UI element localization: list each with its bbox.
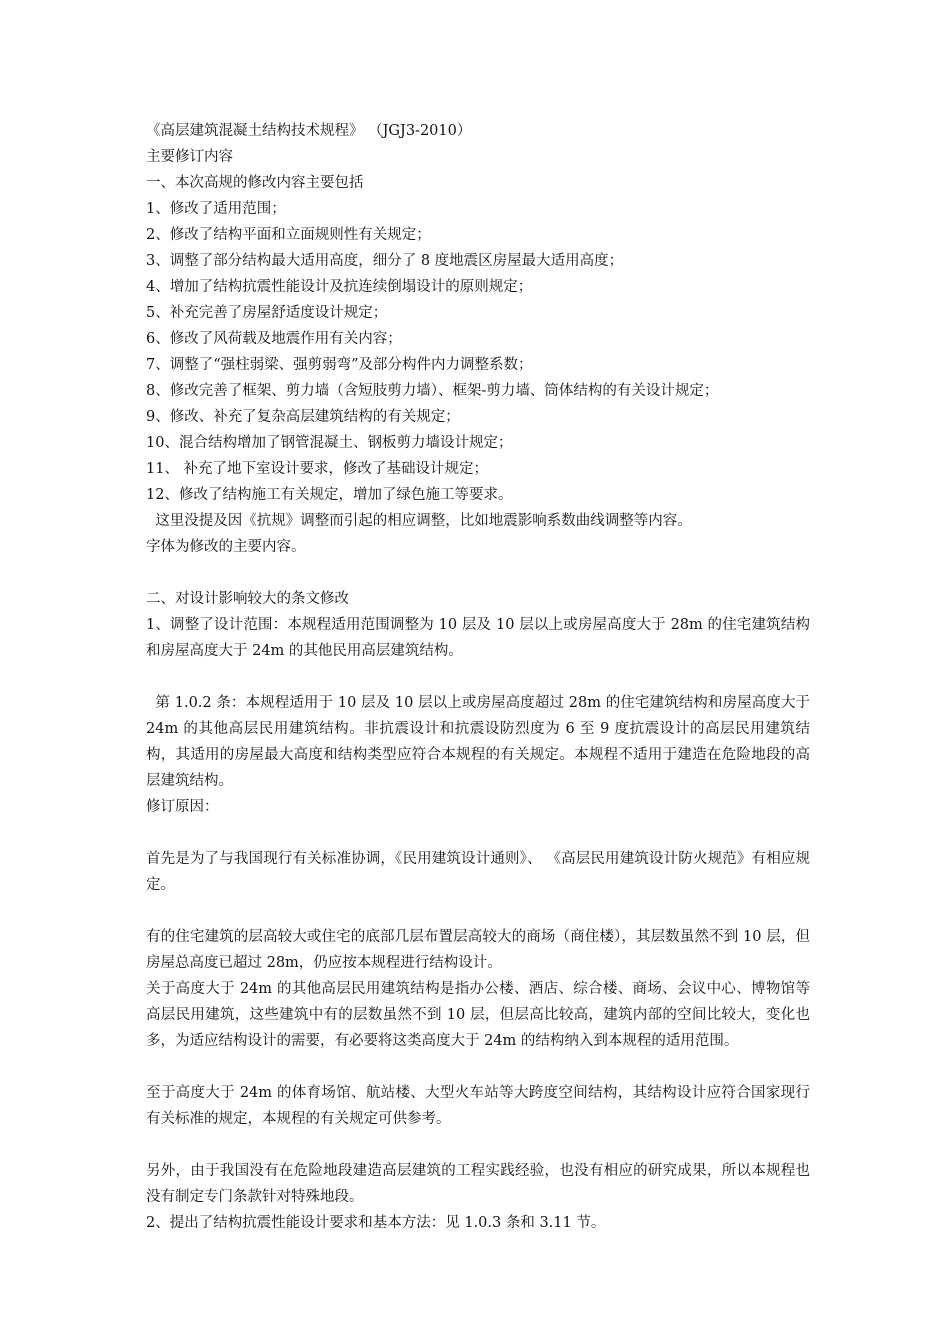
section2-item1: 1、调整了设计范围：本规程适用范围调整为 10 层及 10 层以上或房屋高度大于 28m 的住宅建筑结构和房屋高度大于 24m 的其他民用高层建筑结构。 <box>146 617 810 659</box>
list-item: 3、调整了部分结构最大适用高度，细分了 8 度地震区房屋最大适用高度； <box>146 253 624 269</box>
list-item: 11、 补充了地下室设计要求，修改了基础设计规定； <box>146 461 489 477</box>
document-body <box>146 118 815 1236</box>
list-item: 1、修改了适用范围； <box>146 201 286 217</box>
list-item: 9、修改、补充了复杂高层建筑结构的有关规定； <box>146 409 460 425</box>
revision-reason-label: 修订原因： <box>146 799 219 815</box>
reason-paragraph: 关于高度大于 24m 的其他高层民用建筑结构是指办公楼、酒店、综合楼、商场、会议中心、博物馆等高层民用建筑，这些建筑中有的层数虽然不到 10 层，但层高比较高，建筑内部的空间比较大，变化也多，为适应结构设计的需要，有必要将这类高度大于 24m 的结构纳入到本规程的适用范围。 <box>146 981 810 1049</box>
blank-line <box>146 820 810 846</box>
blank-line <box>146 1054 810 1080</box>
blank-line <box>146 898 810 924</box>
list-item: 4、增加了结构抗震性能设计及抗连续倒塌设计的原则规定； <box>146 279 533 295</box>
document-title: 《高层建筑混凝土结构技术规程》 （JGJ3-2010） <box>146 123 472 139</box>
blank-line <box>146 664 810 690</box>
list-item: 5、补充完善了房屋舒适度设计规定； <box>146 305 388 321</box>
blank-line <box>146 560 810 586</box>
list-item: 12、修改了结构施工有关规定，增加了绿色施工等要求。 <box>146 487 513 503</box>
reason-paragraph: 另外，由于我国没有在危险地段建造高层建筑的工程实践经验，也没有相应的研究成果，所以本规程也没有制定专门条款针对特殊地段。 <box>146 1163 810 1205</box>
blank-line <box>146 1132 810 1158</box>
list-item: 2、修改了结构平面和立面规则性有关规定； <box>146 227 431 243</box>
clause-1-0-2: 第 1.0.2 条：本规程适用于 10 层及 10 层以上或房屋高度超过 28m 的住宅建筑结构和房屋高度大于 24m 的其他高层民用建筑结构。非抗震设计和抗震设防烈度为 6 至 9 度抗震设计的高层民用建筑结构，其适用的房屋最大高度和结构类型应符合本规程的有关规定。本规程不适用于建造在危险地段的高层建筑结构。 <box>146 695 815 789</box>
section1-heading: 一、本次高规的修改内容主要包括 <box>146 175 364 191</box>
list-item: 7、调整了“强柱弱梁、强剪弱弯”及部分构件内力调整系数； <box>146 357 533 373</box>
list-item: 6、修改了风荷载及地震作用有关内容； <box>146 331 402 347</box>
list-item: 10、混合结构增加了钢管混凝土、钢板剪力墙设计规定； <box>146 435 513 451</box>
reason-paragraph: 至于高度大于 24m 的体育场馆、航站楼、大型火车站等大跨度空间结构，其结构设计应符合国家现行有关标准的规定，本规程的有关规定可供参考。 <box>146 1085 810 1127</box>
reason-paragraph: 首先是为了与我国现行有关标准协调，《民用建筑设计通则》、 《高层民用建筑设计防火规范》有相应规定。 <box>146 851 810 893</box>
section2-heading: 二、对设计影响较大的条文修改 <box>146 591 349 607</box>
section1-note-font: 字体为修改的主要内容。 <box>146 539 306 555</box>
document-subtitle: 主要修订内容 <box>146 149 233 165</box>
section2-item2: 2、提出了结构抗震性能设计要求和基本方法：见 1.0.3 条和 3.11 节。 <box>146 1215 606 1231</box>
reason-paragraph: 有的住宅建筑的层高较大或住宅的底部几层布置层高较大的商场（商住楼），其层数虽然不到 10 层，但房屋总高度已超过 28m，仍应按本规程进行结构设计。 <box>146 929 810 971</box>
section1-note: 这里没提及因《抗规》调整而引起的相应调整，比如地震影响系数曲线调整等内容。 <box>146 513 692 529</box>
list-item: 8、修改完善了框架、剪力墙（含短肢剪力墙）、框架-剪力墙、筒体结构的有关设计规定； <box>146 383 719 399</box>
